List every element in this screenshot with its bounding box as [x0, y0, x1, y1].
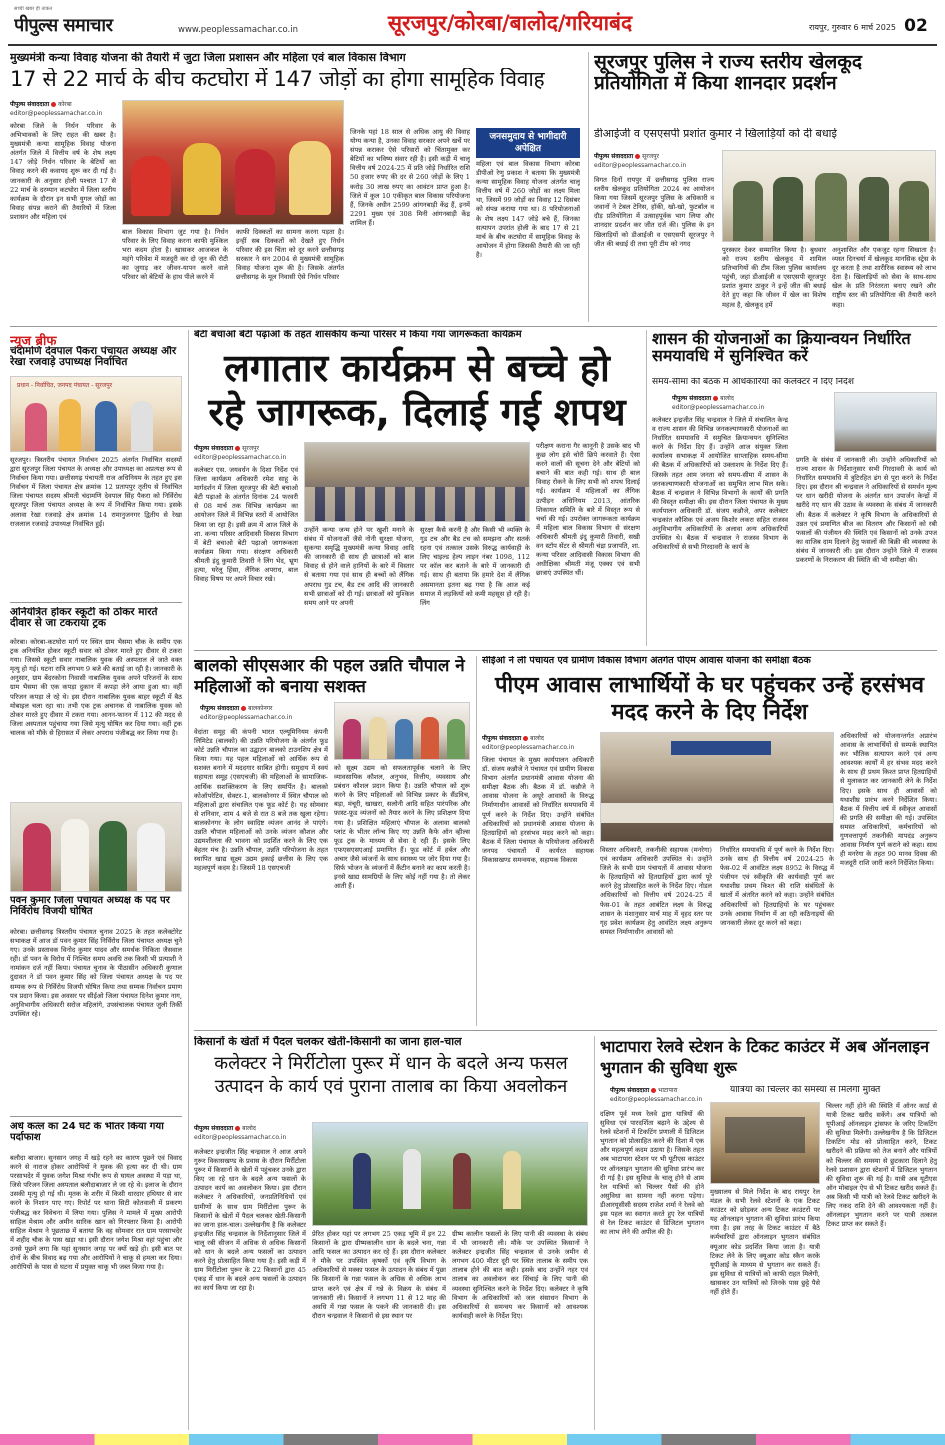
story3-col4: परीक्षण कराना गैर कानूनी है उसके बाद भी कुछ लोग इसे चोरी छिपे करवाते हैं। ऐसा करने वालों की सूचना देने और बेटियों को बचाने की बात कही गई। साथ ही बाल विवाह रोकने के लिए सभी को शपथ दिलाई गई। कार्यक्रम में महिलाओं का लैंगिक उत्पीड़न अधिनियम 2013, आंतरिक शिकायत समिति के बारे में विस्तृत रूप से चर्चा की गई। उपरोक्त जागरूकता कार्यक्रम में महिला बाल विकास विभाग से संरक्षण अधिकारी श्रीमती इंदु कुमारी तिवारी, सखी वन स्टॉप सेंटर से श्रीमती चंद्रा प्रजापति, शा. कन्या परिसर आदिवासी विकास विभाग की अधीक्षिका श्रीमती मंजू एक्का एवं सभी छात्राएं उपस्थित थीं। — [536, 442, 640, 578]
students-photo — [304, 442, 530, 522]
brief-rule — [10, 1116, 182, 1117]
story-pm-awas — [482, 656, 937, 1026]
story8-col1: दक्षिण पूर्व मध्य रेलवे द्वारा यात्रियों की सुविधा एवं पारदर्शिता बढ़ाने के उद्देश्य से रेलवे स्टेशनों में टिकटिंग प्रणाली में डिजिटल भुगतान को प्रोत्साहित करने की दिशा में एक और महत्वपूर्ण कदम उठाया है। जिसके तहत अब भाटापारा स्टेशन पर भी यूटीएस काउंटर पर ऑनलाइन भुगतान की सुविधा प्रारंभ कर दी गई है। इस सुविधा के चालू होने से आम रेल यात्रियों को चिल्लर पैसों की होने असुविधा का सामना नहीं करना पड़ेगा। डीआरयूसीसी सदस्य राजेश शर्मा ने रेलवे को इस पहल का स्वागत करते हुए रेल यात्रियों से रेल टिकट काउंटर से डिजिटल भुगतान का लाभ लेने की अपील की है। — [600, 1110, 704, 1237]
sidebar-title: जनसमुदाय से भागीदारी अपेक्षित — [476, 128, 580, 158]
story1-col1: कोरबा जिले के निर्धन परिवार के अभिभावकों के लिए राहत की खबर है। मुख्यमंत्री कन्या सामूहिक विवाह योजना अंतर्गत जिले में वित्तीय वर्ष के शेष लक्ष्य 147 जोड़े निर्धन परिवार के बेटियों का विवाह करने की कवायद शुरू कर दी गई है। जानकारी के अनुसार होली पश्चात 17 से 22 मार्च के दरम्यान कटघोरा में जिला स्तरीय कार्यक्रम के दौरान इन सभी युगल जोड़ों का विवाह संपन्न कराने की तैयारियों में जिला प्रशासन और महिला एवं — [10, 122, 116, 221]
story1-sidebar — [476, 128, 580, 322]
column-rule — [188, 330, 189, 1430]
bullet-icon — [713, 396, 718, 401]
story4-byline: पीपुल्स संवाददाता बालोद editor@peoplessamachar.co.in — [672, 394, 812, 412]
brand-tagline: सच्ची खबर ही ताकत — [14, 6, 53, 12]
story-police-sports — [594, 52, 937, 322]
column-rule — [594, 1036, 595, 1430]
story8-col2: मुख्यालय से मिले निर्देश के बाद रायपुर रेल मंडल के सभी रेलवे स्टेशनों के एक टिकट काउंटर को छोड़कर अन्य टिकट काउंटरों पर यह ऑनलाइन भुगतान की सुविधा प्रारंभ किया गया है। इस तरह के टिकट काउंटर में बैठे कर्मचारियों द्वारा ऑनलाइन भुगतान संबंधित क्यूआर कोड प्रदर्शित किया जाता है। यात्री टिकट लेने के लिए क्यूआर कोड स्कैन करके यूपीआई के माध्यम से भुगतान कर सकते हैं। इस सुविधा से यात्रियों को काफी राहत मिलेगी, खासकर उन यात्रियों को जिनके पास छुट्टे पैसे नहीं होते हैं। — [710, 1188, 820, 1297]
story2-headline: सूरजपुर पुलिस ने राज्य स्तरीय खेलकूद प्रतियोगिता में किया शानदार प्रदर्शन — [594, 52, 862, 94]
bullet-icon — [235, 1126, 240, 1131]
story3-col3: सुरक्षा कैसे करनी है और किसी भी व्यक्ति के गुड टच और बैड टच को समझना और सतर्क रहना एवं तत्काल उसके विरुद्ध कार्यवाही के लिए चाइल्ड हेल्प लाइन नंबर 1098, 112 पर कॉल कर बताने के बारे में जानकारी दी गई। साथ ही बताया कि हमारे देश में लैंगिक असमानता इतना बढ़ गया है कि आज कई समाज में लड़कियों को कमी महसूस हो रही है। लिंग — [420, 526, 530, 607]
brief2-body: कोरबा। कोरबा-कटघोरा मार्ग पर स्थित ग्राम भैसमा चौक के समीप एक ट्रक अनियंत्रित होकर स्कूटी सवार को ठोकर मारते हुए दीवार से टकरा गया। जिससे स्कूटी सवार नाबालिक युवक की अस्पताल ले जाते वक्त मृत्यु हो गई। घटना रात्रि लगभग 9 बजे की बताई जा रही है। जानकारी के अनुसार, ग्राम बेंदरकोना निवासी नाबालिक युवक अपने परिजनों के साथ ग्राम भैसमा की एक कपड़ा दुकान में कपड़ा लेने आया हुआ था। वहीं परिजन कपड़ा ले रहे थे। इस दौरान नाबालिक युवक बाहर स्कूटी में बैठ मोबाइल चला रहा था। तभी एक ट्रक अचानक से नाबालिक युवक को ठोकर मारते हुए दीवार में टकरा गया। आनन-फानन में 112 की मदद से जिला अस्पताल पहुंचाया गया जिसे मृत्यु घोषित कर दिया गया। वहीं ट्रक चालक को मौके से हिरासत में लेकर अपराध पंजीबद्ध कर लिया गया है। — [10, 638, 182, 737]
story6-byline: पीपुल्स संवाददाता बालोद editor@peoplessamachar.co.in — [482, 734, 592, 752]
story8-subhead: यात्रियों को चिल्लर की समस्या से मिलेगी मुक्ति — [730, 1086, 881, 1095]
story4-col2: प्रगति के संबंध में जानकारी ली। उन्होंने अधिकारियों को राज्य शासन के निर्देशानुसार सभी गिरदावरी के कार्य को निर्धारित समयावधि में त्रुटिरहित ढंग से पूरा करने के निर्देश दिए। इस दौरान श्री चन्द्रवाल ने अधिकारियों से समर्थन मूल्य पर धान खरीदी योजना के अंतर्गत धान उपार्जन केन्द्रों में खरीदे गए धान की उठाव के व्यवस्था के संबंध में जानकारी ली। बैठक में कलेक्टर ने कृषि विभाग के अधिकारियों से उन्नत एवं प्रमाणित बीज का वितरण और किसानों को रबी फसलों की पंजीयन की स्थिति एवं किसानों को उनके उपज का वाजिब दाम दिलाने हेतु फसलों की बिक्री की व्यवस्था के संबंध में जानकारी ली। इस दौरान उन्होंने जिले में राजस्व प्रकरणों के निराकरण की स्थिति की भी समीक्षा की। — [796, 456, 937, 565]
story3-col2: उन्होंने कन्या जन्म होने पर खुशी मनाने के संबंध में योजनाओं जैसे नोनी सुरक्षा योजना, सुकन्या समृद्धि मुख्यमंत्री कन्या विवाह आदि की जानकारी दी साथ ही छात्राओं को बाल विवाह से होने वाले हानियों के बारे में विस्तार से बताया गया एवं साथ ही बच्चों को लैंगिक अपराध गुड टच, बैड टच आदि की जानकारी सभी छात्राओं को दी गई। छात्राओं को मुश्किल समय आने पर अपनी — [304, 526, 414, 607]
byline-email[interactable]: editor@peoplessamachar.co.in — [200, 714, 293, 721]
brand-logo — [14, 6, 164, 40]
story3-col1: कलेक्टर एस. जयवर्धन के दिशा निर्देश एवं जिला कार्यक्रम अधिकारी रमेश साहू के मार्गदर्शन में जिला सूरजपुर की बेटी बचाओ बेटी पढ़ाओ के अंतर्गत दिनांक 24 फरवरी से 08 मार्च तक विभिन्न कार्यक्रम का आयोजन जिले में विभिन्न स्तरों में आयोजित किया जा रहा है। इसी क्रम में आज जिले के शा. कन्या परिसर आदिवासी विकास विभाग में बेटी बचाओ बेटी पढ़ाओ जागरूकता कार्यक्रम किया गया। संरक्षण अधिकारी श्रीमती इंदु कुमारी तिवारी ने लिंग भेद, भ्रूण हत्या, घरेलू हिंसा, लैंगिक अपराध, बाल विवाह विषय पर अपने विचार रखे। — [194, 466, 298, 584]
site-url[interactable]: www.peoplessamachar.co.in — [178, 25, 299, 35]
story5-headline: बालको सीएसआर की पहल उन्नति चौपाल ने महिलाओं को बनाया सशक्त — [194, 656, 465, 697]
byline-name: पीपुल्स संवाददाता — [10, 101, 50, 108]
story4-col1: कलेक्टर इन्द्रजीत सिंह चन्द्रवाल ने जिले में संचालित केन्द्र व राज्य शासन की विभिन्न जनकल्याणकारी योजनाओं का निर्धारित समयावधि में समुचित क्रियान्वयन सुनिश्चित करने के निर्देश दिए हैं। उन्होंने आज संयुक्त जिला कार्यालय सभाकक्ष में आयोजित साप्ताहिक समय-सीमा की बैठक में अधिकारियों को उक्ताशय के निर्देश दिए हैं। जिसके तहत आम जनता को समय-सीमा में शासन के जनकल्याणकारी योजनाओं का समुचित लाभ मिल सके। बैठक में चन्द्रवाल ने विभिन्न विभागों के कार्यों की प्रगति की विस्तृत समीक्षा की। इस दौरान जिला पंचायत के मुख्य कार्यपालन अधिकारी डॉ. संजय कन्नौजे, अपर कलेक्टर चन्द्रकांत कौशिक एवं अजय किशोर लकरा सहित राजस्व अनुविभागीय अधिकारियों के अलावा अन्य अधिकारियों उपस्थित थे। बैठक में चन्द्रवाल ने राजस्व विभाग के अधिकारियों से सभी गिरदावरी के कार्य के — [652, 416, 788, 552]
story3-byline: पीपुल्स संवाददाता सूरजपुर editor@peoplessamachar.co.in — [194, 444, 294, 462]
byline-email[interactable]: editor@peoplessamachar.co.in — [194, 1134, 287, 1141]
wedding-photo — [122, 100, 344, 225]
story7-byline: पीपुल्स संवाददाता बालोद editor@peoplessamachar.co.in — [194, 1124, 304, 1142]
story3-headline: लगातार कार्यक्रम से बच्चे हो रहे जागरूक, दिलाई गई शपथ — [208, 346, 626, 434]
story7-headline: कलेक्टर ने मिर्रीटोला पुरूर में धान के बदले अन्य फसल उत्पादन के कार्य एवं पुराना तालाब का किया अवलोकन — [214, 1053, 568, 1097]
story8-headline: भाटापारा रेलवे स्टेशन के टिकट काउंटर में अब ऑनलाइन भुगतान की सुविधा शुरू — [600, 1037, 929, 1077]
story6-kicker: सीईओ ने ली पंचायत एवं ग्रामीण विकास विभाग अंतर्गत पीएम आवास योजना की समीक्षा बैठक — [482, 656, 811, 666]
story-collector-meeting — [652, 330, 937, 646]
story2-col2: पुरस्कार देकर सम्मानित किया है। बुधवार को राज्य स्तरीय खेलकूद में शामिल प्रतिभागियों की टीम जिला पुलिस कार्यालय पहुंची, जहां डीआईजी व एसएसपी सूरजपुर प्रशांत कुमार ठाकुर ने इन्हें जीत की बधाई देते हुए कहा कि जीवन में खेल का विशेष महत्व है, खेलकूद हमें — [722, 246, 826, 309]
police-team-photo — [722, 150, 936, 242]
story2-byline: पीपुल्स संवाददाता सूरजपुर editor@peoplessamachar.co.in — [594, 152, 714, 170]
brief-rule — [10, 602, 182, 603]
story7-col2: प्रेरित होकर यहां पर लगभग 25 एकड़ भूमि में इन 22 किसानों के द्वारा ग्रीष्मकालीन धान के बदले चना, गन्ना आदि फसल का उत्पादन कर रहे हैं। इस दौरान कलेक्टर ने मौके पर उपस्थित कृषकों एवं कृषि विभाग के अधिकारियों से मक्का फसल के उत्पादन के संबंध में पूछा कि किसानों के गन्ना फसल के अधिक से अधिक लाभ प्राप्त करने एवं क्षेत्र में गन्ने के विक्रय के संबंध में जानकारी ली। किसानों ने लगभग 11 से 12 माह की अवधि में गन्ना फसल के पकने की जानकारी दी। इस दौरान चन्द्रवाल ने किसानों से इस स्थान पर — [312, 1230, 446, 1320]
story6-headline: पीएम आवास लाभार्थियों के घर पहुंचकर उन्हें हरसंभव मदद करने के दिए निर्देश — [495, 673, 924, 725]
section-rule — [194, 1030, 937, 1031]
story-beti-bachao — [194, 330, 640, 646]
story6-col1: जिला पंचायत के मुख्य कार्यपालन अधिकारी डॉ. संजय कन्नौजे ने पंचायत एवं ग्रामीण विकास विभाग अंतर्गत प्रधानमंत्री आवास योजना की समीक्षा बैठक ली। बैठक में डॉ. कन्नौजे ने आवास योजना के अधूरे आवासों के विरुद्ध निर्माणाधीन आवासों को निर्धारित समयावधि में पूर्ण करने के निर्देश दिए। उन्होंने संबंधित अधिकारियों को प्रधानमंत्री आवास योजना के हितग्राहियों को हरसंभव मदद करने को कहा। बैठक में जिला पंचायत के परियोजना अधिकारी जनपद पंचायतों में कार्यरत सहायक विकासखण्ड समन्वयक, सहायक विकास — [482, 756, 594, 865]
story7-kicker: किसानों के खेतों में पैदल चलकर खेती-किसानी का जाना हाल-चाल — [194, 1036, 462, 1048]
byline-email[interactable]: editor@peoplessamachar.co.in — [482, 744, 575, 751]
column-rule — [476, 656, 477, 1026]
story6-col4: अधिकारियों को योजनान्तर्गत अप्रारंभ आवास के लाभार्थियों से सम्पर्क स्थापित कर भौतिक सत्यापन करने एवं अन्य आवश्यक कार्यों में हर संभव मदद करने के साथ ही प्रथम किश्त प्राप्त हितग्राहियों से मुलाकात कर जानकारी लेने के निर्देश दिए। इसके साथ ही आवासों को यथाशीघ्र प्रारंभ करने निर्देशित किया। बैठक में वित्तीय वर्ष में स्वीकृत आवासों की प्रगति की समीक्षा की गई। उपस्थित समस्त अधिकारियों, कर्मचारियों को गुणवत्तापूर्ण तकनीकी मापदंड अनुरूप आवास निर्माण पूर्ण कराने को कहा। साथ ही मनरेगा के तहत 90 मानव दिवस की मजदूरी राशि जारी करने निर्देशित किया। — [840, 732, 937, 868]
brief3-body: कोरबा। छत्तीसगढ़ त्रिस्तरीय पंचायत चुनाव 2025 के तहत कलेक्टोरेट सभाकक्ष में आज डॉ पवन कुमार सिंह निर्विरोध जिला पंचायत अध्यक्ष चुने गए। उनके प्रस्तावक विनोद कुमार यादव और समर्थक निकिता जैसवाल रही। डॉ पवन के विरोध में निश्चित समय अवधि तक किसी भी प्रत्याशी ने नामांकन दर्ज नहीं किया। पंचायत चुनाव के पीठासीन अधिकारी कुणाल दुदावत ने डॉ पवन कुमार सिंह को जिला पंचायत अध्यक्ष के पद पर सम्यक रूप से निर्विरोध विजयी घोषित किया तथा सम्यक निर्वाचन प्रमाण पत्र प्रदान किया। इस अवसर पर सीईओ जिला पंचायत दिनेश कुमार नाग, अनुविभागीय अधिकारी सरोज महिलांगे, उपसंचालक पंचायत जुली तिर्की उपस्थित रहे। — [10, 928, 182, 1018]
story5-col2: को सूक्ष्म उद्यम को सफलतापूर्वक चलाने के लिए व्यावसायिक कौशल, अनुभव, वित्तीय, व्यवसाय और प्रबंधन कौशल प्रदान किया है। उन्नति चौपाल को शुरू करने के लिए महिलाओं को विभिन्न प्रकार के सैंडविच, बड़ा, मंचूरी, खाखरा, सलोनी आदि सहित पारंपरिक और फ़ास्ट-फ़ूड व्यंजनों को तैयार करने के लिए प्रशिक्षण दिया गया है। प्रशिक्षित महिलाएं चौपाल के अलावा बालको प्लांट के भीतर लॉन्च किए गए उन्नति कैफे ऑन व्हील्स फूड ट्रक के माध्यम से सेवा दे रही हैं। इसके लिए एफएसएसएआई प्रमाणित हैं। फूड कोर्ट में हर्बल और अचार जैसे व्यंजनों के साथ स्वास्थ्य पर जोर दिया गया है। सिर्फ भोजन के व्यंजनों में कैंटीन बनाने का काम करती है। इनसे खाद्य सामग्रियों के लिए कोई नहीं गया है। तो लेकर आती हैं। — [334, 764, 470, 891]
awas-meeting-photo — [600, 732, 834, 842]
story2-col1: विगत दिनों रायपुर में छत्तीसगढ़ पुलिस राज्य स्तरीय खेलकूद प्रतियोगिता 2024 का आयोजन किया गया जिसमें सूरजपुर पुलिस के अधिकारी व जवानों ने टेबल टेनिस, हॉकी, खो-खो, फुटबॉल व दौड़ प्रतियोगिता में उत्साहपूर्वक भाग लिया और शानदार प्रदर्शन कर जीत दर्ज की। पुलिस के इन खिलाड़ियों को डीआईजी व एसएसपी सूरजपुर ने जीत की बधाई दी तथा पूरी टीम को नगद — [594, 176, 714, 248]
story1-kicker: मुख्यमंत्री कन्या विवाह योजना की तैयारी में जुटा जिला प्रशासन और महिला एवं बाल विकास विभाग — [10, 52, 406, 64]
brief4-headline: अंधे कत्ल का 24 घंटे के भीतर किया गया पर्दाफाश — [10, 1122, 164, 1143]
issue-date: रायपुर, गुरुवार 6 मार्च 2025 — [809, 23, 896, 32]
story1-col4: जिनके यहां 18 साल से अधिक आयु की विवाह योग्य कन्या है, उनका विवाह सरकार अपने खर्चे पर संपन्न कराकर ऐसे परिवारों को चिंतामुक्त कर बेटियों का भविष्य संवार रही है। इसी कड़ी में चालू वित्तीय वर्ष 2024-25 में प्रति जोड़े निर्धारित राशि 50 हजार रुपए की दर से 260 जोड़ों के लिए 1 करोड़ 30 लाख रुपए का आवंटन प्राप्त हुआ है। जिले में कुल 10 एकीकृत बाल विकास परियोजना हैं, जिनके अधीन 2599 आंगनबाड़ी केंद्र हैं, इनमें 2291 मुख्य एवं 308 मिनी आंगनबाड़ी केंद्र शामिल हैं। — [350, 128, 470, 227]
masthead — [0, 0, 945, 46]
story8-col3: चिल्लर नहीं होने की स्थिति में ऑनर कार्ड से यात्री टिकट खरीद सकेंगे। अब यात्रियों को यूपीआई ऑनलाइन ट्रांसफर के जरिए टिकटिंग की सुविधा मिलेगी। उल्लेखनीय है कि डिजिटल टिकटिंग मोड को प्रोत्साहित करने, टिकट खरीदने की प्रक्रिया को तेज बनाने और यात्रियों को चिल्लर की समस्या से छुटकारा दिलाने हेतु रेलवे प्रशासन द्वारा स्टेशनों में डिजिटल भुगतान की सुविधा शुरू की गई है। यात्री अब यूटीएस ऑन मोबाइल ऐप से भी टिकट खरीद सकते हैं। अब किसी भी यात्री को रेलवे टिकट खरीदने के लिए नकद राशि देने की आवश्यकता नहीं है। ऑनलाइन भुगतान करने पर यात्री तत्काल टिकट प्राप्त कर सकते हैं। — [826, 1102, 937, 1229]
column-rule — [588, 52, 589, 322]
column-rule — [646, 330, 647, 646]
section-rule — [194, 650, 937, 651]
story2-col3: अनुशासित और एकजुट रहना सिखाता है। व्यस्त दिनचर्या में खेलकूद मानसिक स्ट्रेस के दूर करता है तथा शारीरिक स्वास्थ्य को लाभ देता है। खिलाड़ियों को सेवा के साथ-साथ खेल के प्रति निरंतरता बनाए रखने और राष्ट्रीय स्तर की प्रतियोगिता की तैयारी करने कहा। — [832, 246, 936, 309]
byline-email[interactable]: editor@peoplessamachar.co.in — [10, 110, 103, 117]
story7-col1: कलेक्टर इन्द्रजीत सिंह चन्द्रवाल ने आज अपने गुरूर विकासखण्ड के प्रवास के दौरान मिर्रीटोला पुरूर में किसानों के खेतों में पहुंचकर उनके द्वारा किए जा रहे धान के बदले अन्य फसलों के उत्पादन कार्य का अवलोकन किया। इस दौरान कलेक्टर ने अधिकारियों, जनप्रतिनिधियों एवं ग्रामीणों के साथ ग्राम मिर्रीटोला पुरूर के किसानों के खेतों में पैदल चलकर खेती-किसानी का जाना हाल-चाल। उल्लेखनीय है कि कलेक्टर इन्द्रजीत सिंह चन्द्रवाल के निर्देशानुसार जिले में चालू रबी सीजन में अधिक से अधिक किसानों को धान के बदले अन्य फसलों का उत्पादन करने हेतु प्रोत्साहित किया गया है। इसी कड़ी में ग्राम मिर्रीटोला पुरूर के 22 किसानों द्वारा 45 एकड़ में धान के बदले अन्य फसलों के उत्पादन का कार्य किया जा रहा है। — [194, 1148, 306, 1293]
story4-subhead: समय-सीमा की बैठक में अधिकारियों को कलेक्टर ने दिए निर्देश — [652, 378, 854, 387]
brief1-photo — [10, 376, 182, 452]
print-registration-bar — [0, 1434, 945, 1445]
brief1-headline: चंदामणि देवपाल पैकरा पंचायत अध्यक्ष और रेखा रजवाड़े उपाध्यक्ष निर्वाचित — [10, 346, 177, 369]
brief4-body: बलौदा बाजार। सुनसान जगह में खड़े रहने का कारण पूछने एवं विवाद करने से नाराज होकर आरोपियों ने युवक की हत्या कर दी थी। ग्राम परसाभदेर में युवक जगेश मिश्रा गंभीर रूप से घायल अवस्था में पड़ा था, जिसे परिजन जिला अस्पताल बलौदाबाजार ले जा रहे थे। इलाज के दौरान उसकी मृत्यु हो गई थी। मृतक के शरीर में किसी धारदार हथियार से वार करने के निशान पाए गए। रिपोर्ट पर थाना सिटी कोतवाली में प्रकरण पंजीबद्ध कर विवेचना में लिया गया। पुलिस ने मामले में मुख्य आरोपी साहिल मेश्राम और अमीन सारिक खान को गिरफ्तार किया है। आरोपी साहिल मेश्राम ने पूछताछ में बताया कि वह सोमवार रात ग्राम परसाभदेर में शहीद चौक के पास खड़ा था। इसी दौरान जगेश मिश्रा वहां पहुंचा और उनसे पूछने लगा कि यहां सुनसान जगह पर क्यों खड़े हो। इसी बात पर दोनों के बीच विवाद बढ़ गया और आरोपियों ने चाकू से हमला कर दिया। आरोपियों के पास से घटना में प्रयुक्त चाकू भी जब्त किया गया है। — [10, 1154, 182, 1272]
story1-headline: 17 से 22 मार्च के बीच कटघोरा में 147 जोड़ों का होगा सामूहिक विवाह — [10, 68, 545, 91]
masthead-rule — [8, 44, 937, 46]
story3-kicker: बेटी बचाओ बेटी पढ़ाओ के तहत शासकीय कन्या परिसर में किया गया जागरूकता कार्यक्रम — [194, 330, 522, 340]
brief1-body: सूरजपुर। त्रिस्तरीय पंचायत निर्वाचन 2025 अंतर्गत निर्वाचित सदस्यों द्वारा सूरजपुर जिला पंचायत के अध्यक्ष और उपाध्यक्ष का अप्रत्यक्ष रूप से निर्वाचन किया गया। छत्तीसगढ़ पंचायती राज अधिनियम के तहत हुए इस निर्वाचन में जिला पंचायत क्षेत्र क्रमांक 12 प्रतापपुर तृतीय से निर्वाचित जिला पंचायत सदस्य श्रीमती चंदामणि देवपाल सिंह पैकरा को निर्विरोध सूरजपुर जिला पंचायत अध्यक्ष के रूप में निर्वाचित किया गया। इसके अलावा रेखा रजवाड़े क्षेत्र क्रमांक 14 रामानुजनगर द्वितीय से रेखा राजलाल रजवाड़े उपाध्यक्ष निर्वाचित हुईं। — [10, 456, 182, 528]
byline-place: कोरबा — [58, 101, 72, 108]
bullet-icon — [235, 446, 240, 451]
story7-col3: ग्रीष्म कालीन फसलों के लिए पानी की व्यवस्था के संबंध में भी जानकारी ली। मौके पर उपस्थित किसानों ने कलेक्टर इन्द्रजीत सिंह चन्द्रवाल से उनके जमीन से लगभग 400 मीटर दूरी पर स्थित तालाब के समीप एक तालाब होने की बात कही। इसके बाद उन्होंने नहर एवं तालाब का अवलोकन कर सिंचाई के लिए पानी की व्यवस्था सुनिश्चित करने के निर्देश दिए। कलेक्टर ने कृषि विभाग के अधिकारियों को जल संसाधन विभाग के अधिकारियों से समन्वय कर किसानों को आवश्यक कार्यवाही करने के निर्देश दिए। — [452, 1230, 588, 1320]
bullet-icon — [51, 102, 56, 107]
story6-col2: विस्तार अधिकारी, तकनीकी सहायक (मनरेगा) एवं कार्यक्रम अधिकारी उपस्थित थे। उन्होंने जिले के सभी ग्राम पंचायतों में आवास योजना के हितग्राहियों को हितग्राहियों द्वारा कार्य पूरे करने हेतु प्रोत्साहित करने के निर्देश दिए। नोडल अधिकारियों को वित्तीय वर्ष 2024-25 में फेस-01 के तहत आबंटित लक्ष्य के विरुद्ध शासन के मंशानुसार मार्च माह में वृहद स्तर पर गृह प्रवेश कार्यक्रम हेतु आवंटित लक्ष्य अनुरूप समस्त निर्माणाधीन आवासों को — [600, 846, 712, 936]
sidebar-body: महिला एवं बाल विकास विभाग कोरबा डीपीओ रेणु प्रकाश ने बताया कि मुख्यमंत्री कन्या सामूहिक विवाह योजना अंतर्गत चालू वित्तीय वर्ष में 260 जोड़ों का लक्ष्य मिला था, जिसमें 99 जोड़ों का विवाह 12 दिसंबर को संपन्न कराया गया था। 8 परियोजनाओं के शेष लक्ष्य 147 जोड़े बचे हैं, जिनका सत्यापन उपरांत होली के बाद 17 से 21 मार्च के बीच कटघोरा में सामूहिक विवाह के आयोजन में होगा जिसकी तैयारी की जा रही है। — [476, 160, 580, 259]
brand-name: पीपुल्स समाचार — [14, 15, 113, 36]
story6-col3: निर्धारित समयावधि में पूर्ण करने के निर्देश दिए। उनके साथ ही वित्तीय वर्ष 2024-25 के फेस-02 में आवंटित लक्ष्य 8952 के विरुद्ध में पंजीयन एवं स्वीकृति की कार्यवाही पूर्ण कर यथाशीघ्र प्रथम किश्त की राशि संबंधितों के खातों में अंतरित करने को कहा। उन्होंने संबंधित अधिकारियों को हितग्राहियों के घर पहुंचकर उनके आवास निर्माण में आ रही कठिनाइयों की जानकारी लेकर दूर करने को कहा। — [720, 846, 834, 927]
brief3-photo — [10, 802, 182, 892]
story1-col2: बाल विकास विभाग जुट गया है। निर्धन परिवार के लिए विवाह करना काफी मुश्किल भरा कदम होता है। खासकर आजकल के महंगे परिवेश में मजदूरी कर दो जून की रोटी का जुगाड़ कर जीवन-यापन करने वाले परिवार को बेटियों के हाथ पीले करने में — [122, 228, 228, 282]
meeting-photo — [834, 392, 937, 452]
story-mass-wedding — [10, 52, 582, 322]
story4-headline: शासन की योजनाओं का क्रियान्वयन निर्धारित समयावधि में सुनिश्चित करें — [652, 330, 911, 366]
bullet-icon — [241, 706, 246, 711]
story1-col3: काफी दिक्कतों का सामना करना पड़ता है। इन्हीं सब दिक्कतों को देखते हुए निर्धन परिवार की इस चिंता को दूर करने छत्तीसगढ़ सरकार ने सन 2004 से मुख्यमंत्री सामूहिक विवाह योजना शुरू की है। जिसके अंतर्गत छत्तीसगढ़ के मूल निवासी ऐसे निर्धन परिवार — [236, 228, 344, 282]
brief2-headline: अनियंत्रित होकर स्कूटी को ठोकर मारते दीवार से जा टकराया ट्रक — [10, 607, 158, 630]
byline-email[interactable]: editor@peoplessamachar.co.in — [672, 404, 765, 411]
byline-email[interactable]: editor@peoplessamachar.co.in — [594, 162, 687, 169]
page-number: 02 — [904, 16, 928, 36]
byline-email[interactable]: editor@peoplessamachar.co.in — [194, 454, 287, 461]
bullet-icon — [523, 736, 528, 741]
byline-email[interactable]: editor@peoplessamachar.co.in — [610, 1096, 703, 1103]
story-railway — [600, 1036, 937, 1430]
news-brief-label: न्यूज ब्रीफ — [10, 334, 57, 349]
story5-col1: वेदांता समूह की कंपनी भारत एल्यूमिनियम कंपनी लिमिटेड (बालको) की उन्नति परियोजना के अंतर्गत फूड कोर्ट उन्नति चौपाल का उद्घाटन बालको टाउनशिप क्षेत्र में किया गया। यह पहल महिलाओं को आर्थिक रूप से सशक्त बनाने में मददगार साबित होगी। समुदाय में स्वयं सहायता समूह (एसएचजी) की महिलाओं के सामाजिक-आर्थिक सशक्तिकरण के लिए समर्पित है। बालको कोऑपरेटिव, सेक्टर-1, बालकोनगर में स्थित चौपाल को महिलाओं द्वारा संचालित एक फूड कोर्ट है। यह सोमवार से शनिवार, शाम 4 बजे से रात 8 बजे तक खुला रहेगा। बालकोनगर के लोग स्वादिष्ट व्यंजन आनंद ले पाएंगे। उन्नति चौपाल महिलाओं को उनके व्यंजन कौशल और उद्यमशीलता की भावना को प्रदर्शित करने के लिए एक बेहतर मंच है। उन्नति चौपाल, उन्नति परियोजना के तहत स्थापित खाद्य सूक्ष्म उद्यम इकाई छत्तीस के लिए एक महत्वपूर्ण कदम है। जिसमें 18 एसएचजी — [194, 728, 328, 873]
brief3-headline: पवन कुमार जिला पंचायत अध्यक्ष के पद पर निर्विरोध विजयी घोषित — [10, 896, 170, 917]
section-rule — [10, 326, 937, 327]
field-visit-photo — [312, 1122, 588, 1226]
story-farmers — [194, 1036, 588, 1430]
edition-title: सूरजपुर/कोरबा/बालोद/गरियाबंद — [387, 11, 633, 35]
brief1-banner: प्रधान - निर्वाचित, जनपद पंचायत - सूरजपुर — [17, 382, 113, 389]
chaupal-photo — [334, 702, 470, 760]
bullet-icon — [635, 154, 640, 159]
story-balco-csr — [194, 656, 470, 1026]
bullet-icon — [651, 1088, 656, 1093]
story2-subhead: डीआईजी व एसएसपी प्रशांत कुमार ने खिलाड़ियों को दी बधाई — [594, 128, 837, 140]
story8-byline: पीपुल्स संवाददाता भाटापारा editor@peoplessamachar.co.in — [610, 1086, 730, 1104]
story5-byline: पीपुल्स संवाददाता बालकोनगर editor@peoplessamachar.co.in — [200, 704, 330, 722]
ticket-counter-photo — [710, 1102, 820, 1184]
news-brief-column — [10, 330, 182, 1430]
